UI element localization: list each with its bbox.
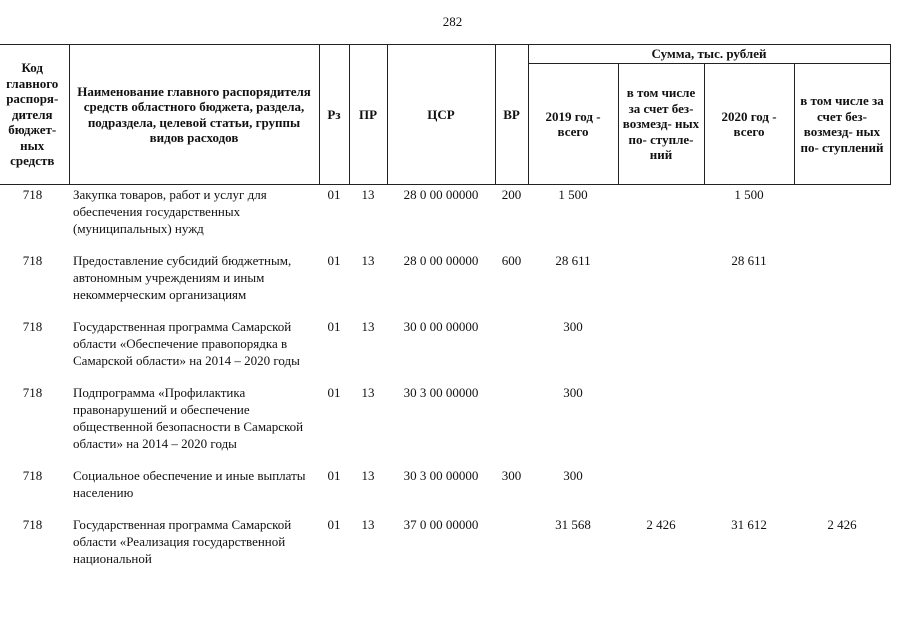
cell-vr: 600 — [501, 253, 522, 268]
cell-vr: 200 — [501, 187, 522, 202]
page-number: 282 — [442, 14, 463, 29]
cell-2020-gratuitous — [794, 252, 890, 318]
header-name: Наименование главного распорядителя средств областного бюджета, раздела, подраздела, целевой статьи, группы видов расходов — [69, 45, 319, 185]
header-code: Код главного распоря- дителя бюджет- ных средств — [0, 45, 69, 185]
header-sum-group: Сумма, тыс. рублей — [528, 45, 890, 64]
cell-csr: 28 0 00 00000 — [403, 187, 479, 202]
cell-2020-gratuitous — [794, 467, 890, 516]
cell-rz: 01 — [327, 468, 341, 483]
header-vr: ВР — [495, 45, 528, 185]
cell-name: Подпрограмма «Профилактика правонарушений и обеспечение общественной безопасности в Самарской области» на 2014 – 2020 годы — [73, 385, 304, 451]
cell-code: 718 — [22, 187, 43, 202]
header-2019-total: 2019 год - всего — [528, 64, 618, 185]
cell-csr: 37 0 00 00000 — [403, 517, 479, 532]
table-row — [0, 318, 890, 384]
table-row — [0, 384, 890, 467]
cell-csr: 30 3 00 00000 — [403, 468, 479, 483]
cell-csr: 30 3 00 00000 — [403, 385, 479, 400]
cell-rz: 01 — [327, 187, 341, 202]
cell-2019-total: 300 — [563, 468, 583, 483]
cell-rz: 01 — [327, 385, 341, 400]
cell-name: Социальное обеспечение и иные выплаты населению — [73, 468, 306, 500]
cell-name: Государственная программа Самарской области «Обеспечение правопорядка в Самарской области» на 2014 – 2020 годы — [73, 319, 300, 368]
budget-table — [0, 44, 891, 582]
table-row — [0, 516, 890, 582]
cell-2019-gratuitous — [618, 318, 704, 384]
cell-vr — [495, 384, 528, 467]
header-2020-total: 2020 год - всего — [704, 64, 794, 185]
cell-csr: 30 0 00 00000 — [403, 319, 479, 334]
cell-2019-total: 300 — [563, 319, 583, 334]
cell-vr — [495, 516, 528, 582]
cell-code: 718 — [22, 468, 43, 483]
table-header — [0, 45, 890, 185]
cell-rz: 01 — [327, 253, 341, 268]
cell-2020-total — [704, 384, 794, 467]
cell-code: 718 — [22, 517, 43, 532]
cell-pr: 13 — [361, 385, 375, 400]
cell-2020-total: 28 611 — [731, 253, 767, 268]
cell-code: 718 — [22, 385, 43, 400]
cell-name: Государственная программа Самарской области «Реализация государственной национальной — [73, 517, 292, 566]
cell-2019-gratuitous — [618, 252, 704, 318]
cell-code: 718 — [22, 319, 43, 334]
cell-rz: 01 — [327, 517, 341, 532]
header-2019-gratuitous: в том числе за счет без- возмезд- ных по- ступле- ний — [618, 64, 704, 185]
cell-2020-gratuitous — [794, 318, 890, 384]
table-row — [0, 467, 890, 516]
cell-2019-gratuitous: 2 426 — [646, 517, 676, 532]
table-row — [0, 185, 890, 253]
cell-pr: 13 — [361, 187, 375, 202]
cell-2019-gratuitous — [618, 185, 704, 253]
cell-2019-total: 1 500 — [558, 187, 588, 202]
cell-code: 718 — [22, 253, 43, 268]
cell-2020-gratuitous: 2 426 — [827, 517, 857, 532]
cell-2020-total: 31 612 — [731, 517, 767, 532]
header-csr: ЦСР — [387, 45, 495, 185]
cell-csr: 28 0 00 00000 — [403, 253, 479, 268]
table-body — [0, 185, 890, 583]
cell-2019-gratuitous — [618, 384, 704, 467]
cell-2019-total: 31 568 — [555, 517, 591, 532]
cell-pr: 13 — [361, 253, 375, 268]
cell-2020-total: 1 500 — [734, 187, 764, 202]
header-2020-gratuitous: в том числе за счет без- возмезд- ных по- ступлений — [794, 64, 890, 185]
header-pr: ПР — [349, 45, 387, 185]
cell-name: Закупка товаров, работ и услуг для обеспечения государственных (муниципальных) нужд — [73, 187, 267, 236]
cell-vr: 300 — [501, 468, 522, 483]
cell-2020-gratuitous — [794, 384, 890, 467]
table-row — [0, 252, 890, 318]
cell-rz: 01 — [327, 319, 341, 334]
cell-2020-gratuitous — [794, 185, 890, 253]
cell-vr — [495, 318, 528, 384]
cell-2019-gratuitous — [618, 467, 704, 516]
cell-2019-total: 300 — [563, 385, 583, 400]
cell-name: Предоставление субсидий бюджетным, автономным учреждениям и иным некоммерческим организациям — [73, 253, 292, 302]
cell-2019-total: 28 611 — [555, 253, 591, 268]
cell-2020-total — [704, 318, 794, 384]
cell-2020-total — [704, 467, 794, 516]
cell-pr: 13 — [361, 517, 375, 532]
cell-pr: 13 — [361, 468, 375, 483]
cell-pr: 13 — [361, 319, 375, 334]
header-rz: Рз — [319, 45, 349, 185]
